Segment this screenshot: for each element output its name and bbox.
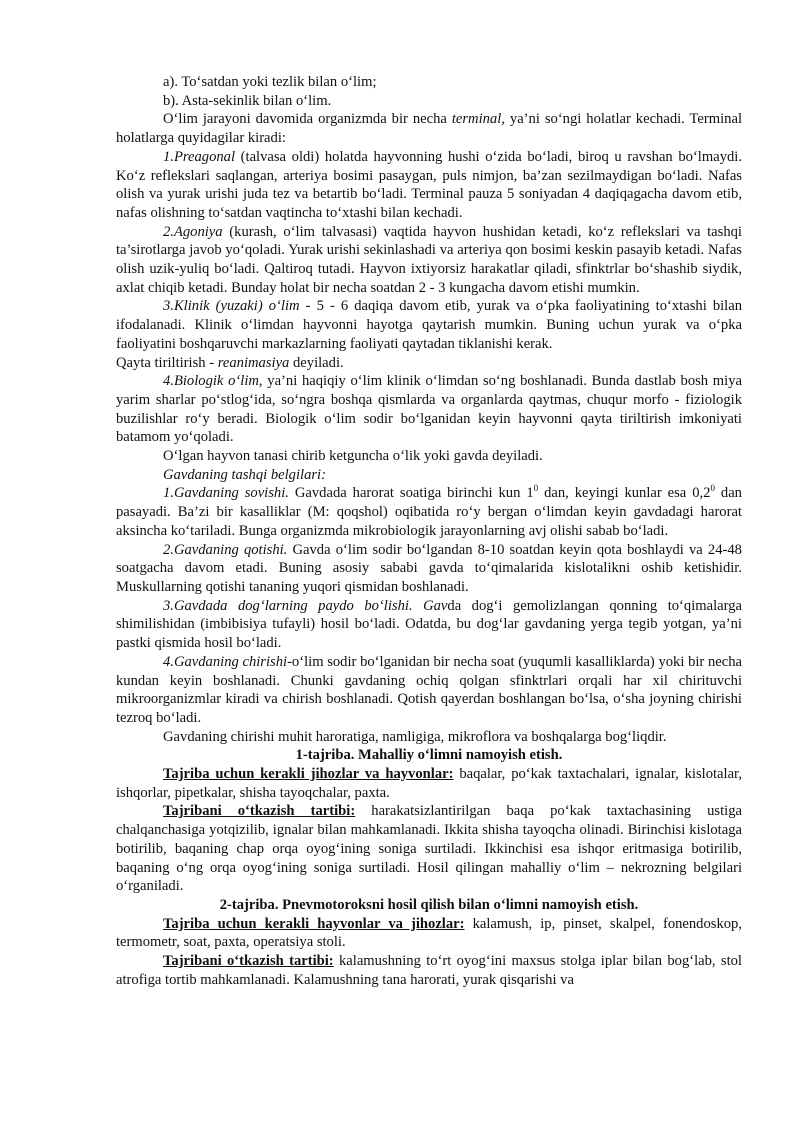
paragraph-external-signs-heading: Gavdaning tashqi belgilari: xyxy=(163,466,326,483)
paragraph-exp1-procedure: Tajribani o‘tkazish tartibi: harakatsizlantirilgan baqa po‘kak taxtachasining ustiga chalqanchasiga yotqizilib, ignalar bilan mahkamlanadi. Ikkita shisha tayoqcha olinadi. Birinchisi kislotaga botirilib, baqaning chap orqa oyog‘ining soniga surtiladi. Ikkinchisi esa ishqor eritmasiga botirilib, baqaning o‘ng orqa oyog‘ining soniga surtiladi. Hosil qilingan mahalliy o‘lim – nekrozning belgilari o‘rganiladi. xyxy=(116,803,742,895)
paragraph-decay: 4.Gavdaning chirishi-o‘lim sodir bo‘lganidan bir necha soat (yuqumli kasalliklarda) yoki bir necha kundan keyin boshlanadi. Chunki gavdaning ochiq qolgan sfinktrlari orqali har xil chirituvchi mikroorganizmlar kiradi va chirish boshlanadi. Qotish qayerdan boshlangan bo‘lsa, o‘sha joyning chirishi tezroq bo‘ladi. xyxy=(116,653,742,726)
paragraph-preagonal: 1.Preagonal (talvasa oldi) holatda hayvonning hushi o‘zida bo‘ladi, biroq u ravshan bo‘lmaydi. Ko‘z reflekslari saqlangan, arteriya bosimi pasaygan, puls nimjon, ba’zan sezilmaydigan bo‘ladi. Nafas olish va yurak urishi juda tez va betartib bo‘ladi. Terminal pauza 5 soniyadan 4 daqiqagacha davom etib, nafas olishning to‘satdan vaqtincha to‘xtashi bilan kechadi. xyxy=(116,148,742,221)
paragraph-reanimation: Qayta tiriltirish - reanimasiya deyiladi. xyxy=(116,354,344,371)
paragraph-biological-death: 4.Biologik o‘lim, ya’ni haqiqiy o‘lim klinik o‘limdan so‘ng boshlanadi. Bunda dastlab bosh miya yarim sharlar po‘stlog‘ida, so‘ngra boshqa qismlarda va organlarda qaytmas, chuqur morfo - fiziologik buzilishlar ro‘y beradi. Biologik o‘lim sodir bo‘lganidan keyin hayvonni qayta tiriltirish imkoniyati batamom yo‘qoladi. xyxy=(116,373,742,446)
experiment-1-heading: 1-tajriba. Mahalliy o‘limni namoyish etish. xyxy=(295,747,563,764)
paragraph-clinical-death: 3.Klinik (yuzaki) o‘lim - 5 - 6 daqiqa davom etib, yurak va o‘pka faoliyatining to‘xtashi bilan ifodalanadi. Klinik o‘limdan hayvonni hayotga qaytarish mumkin. Buning uchun yurak va o‘pka faoliyatini boshqaruvchi markazlarning faoliyati qaytadan tiklanishi kerak. xyxy=(116,298,742,352)
paragraph-exp1-materials: Tajriba uchun kerakli jihozlar va hayvonlar: baqalar, po‘kak taxtachalari, ignalar, kislotalar, ishqorlar, pipetkalar, shisha tayoqchalar, paxta. xyxy=(116,766,742,801)
paragraph-exp2-procedure: Tajribani o‘tkazish tartibi: kalamushning to‘rt oyog‘ini maxsus stolga iplar bilan bog‘lab, stol atrofiga tortib mahkamlanadi. Kalamushning tana harorati, yurak qisqarishi va xyxy=(116,953,742,988)
document-page xyxy=(116,73,742,989)
paragraph-terminal-intro: O‘lim jarayoni davomida organizmda bir necha terminal, ya’ni so‘ngi holatlar kechadi. Terminal holatlarga quyidagilar kiradi: xyxy=(116,111,742,147)
paragraph-rigor: 2.Gavdaning qotishi. Gavda o‘lim sodir bo‘lgandan 8-10 soatdan keyin qota boshlaydi va 24-48 soatgacha davom etadi. Buning asosiy sababi gavda to‘qimalarida kislotalikni oshib ketishidir. Muskullarning qotishi tananing yuqori qismidan boshlanadi. xyxy=(116,541,742,595)
paragraph-corpse-definition: O‘lgan hayvon tanasi chirib ketguncha o‘lik yoki gavda deyiladi. xyxy=(163,448,543,465)
paragraph-agoniya: 2.Agoniya (kurash, o‘lim talvasasi) vaqtida hayvon hushidan ketadi, ko‘z reflekslari va tashqi ta’sirotlarga javob yo‘qoladi. Yurak urishi sekinlashadi va arteriya qon bosimi keskin pasayib ketadi. Nafas olish uzik-yuliq bo‘ladi. Qaltiroq tutadi. Hayvon ixtiyorsiz harakatlar qiladi, sfinktrlar bo‘shashib siydik, axlat chiqib ketadi. Bunday holat bir necha soatdan 2 - 3 kungacha davom etishi mumkin. xyxy=(116,223,742,296)
paragraph-death-gradual: b). Asta-sekinlik bilan o‘lim. xyxy=(163,92,332,109)
paragraph-spots: 3.Gavdada dog‘larning paydo bo‘lishi. Gavda dog‘i gemolizlangan qonning to‘qimalarga shimilishidan (imbibisiya tufayli) hosil bo‘ladi. Odatda, bu dog‘lar gavdaning yerga tegib yotgan, ya’ni pastki qismida hosil bo‘ladi. xyxy=(116,597,742,652)
paragraph-death-sudden: a). To‘satdan yoki tezlik bilan o‘lim; xyxy=(163,74,377,90)
experiment-2-heading: 2-tajriba. Pnevmotoroksni hosil qilish bilan o‘limni namoyish etish. xyxy=(219,896,639,913)
paragraph-exp2-materials: Tajriba uchun kerakli hayvonlar va jihozlar: kalamush, ip, pinset, skalpel, fonendoskop, termometr, soat, paxta, operatsiya stoli. xyxy=(116,915,742,951)
paragraph-cooling: 1.Gavdaning sovishi. Gavdada harorat soatiga birinchi kun $1^0$ dan, keyingi kunlar esa $0,2^0$ dan pasayadi. Ba’zi bir kasalliklar (M: qoqshol) oqibatida ro‘y bergan o‘limdan keyin gavdadagi harorat aksincha ko‘tariladi. Bunga organizmda mikrobiologik jarayonlarning avj olishi sabab bo‘ladi. xyxy=(116,483,742,539)
paragraph-decay-factors: Gavdaning chirishi muhit haroratiga, namligiga, mikroflora va boshqalarga bog‘liqdir. xyxy=(163,728,667,745)
